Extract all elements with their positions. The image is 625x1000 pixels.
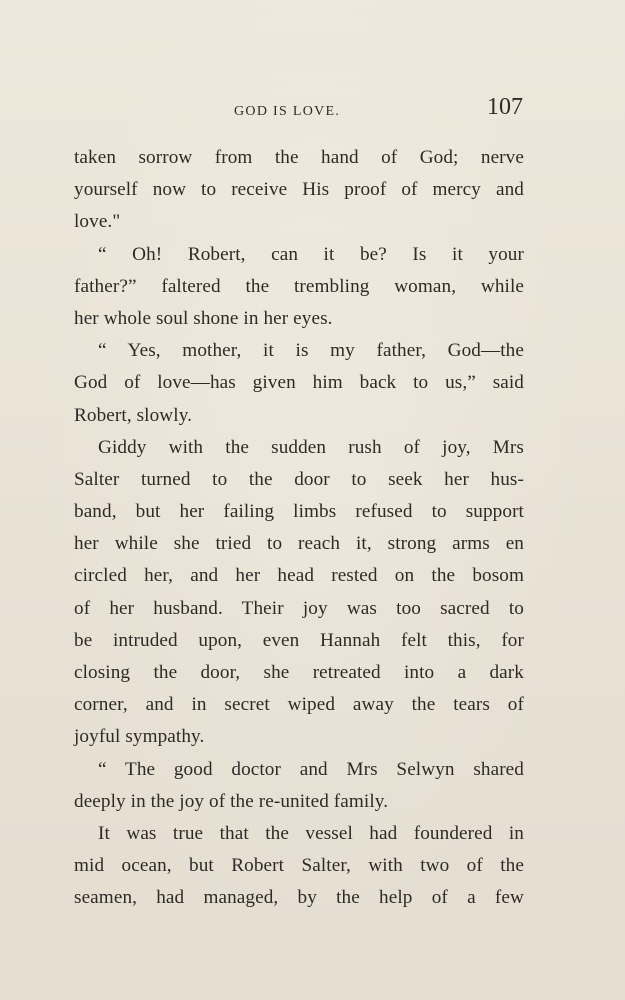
text-line: circled her, and her head rested on the bosom — [74, 565, 524, 587]
text-line: be intruded upon, even Hannah felt this, for — [74, 629, 524, 651]
text-line: corner, and in secret wiped away the tears of — [74, 694, 524, 716]
page-header — [74, 94, 526, 134]
text-line: “ Oh! Robert, can it be? Is it your — [98, 243, 524, 265]
text-line: “ Yes, mother, it is my father, God—the — [98, 340, 524, 362]
text-line: her whole soul shone in her eyes. — [74, 307, 333, 329]
text-line: taken sorrow from the hand of God; nerve — [74, 147, 524, 168]
text-line: seamen, had managed, by the help of a few — [74, 887, 524, 909]
text-line: closing the door, she retreated into a dark — [74, 662, 524, 683]
text-line: father?” faltered the trembling woman, while — [74, 275, 524, 297]
text-line: It was true that the vessel had foundered in — [98, 822, 524, 844]
text-line: joyful sympathy. — [74, 726, 205, 748]
text-line: deeply in the joy of the re-united family. — [74, 790, 389, 812]
text-line: “ The good doctor and Mrs Selwyn shared — [98, 758, 524, 780]
text-line: of her husband. Their joy was too sacred to — [74, 597, 524, 619]
text-line: love." — [74, 211, 121, 233]
body-text — [74, 142, 524, 915]
text-line: mid ocean, but Robert Salter, with two of the — [74, 855, 524, 877]
page-number: 107 — [487, 94, 523, 120]
text-line: Robert, slowly. — [74, 404, 193, 426]
text-line: yourself now to receive His proof of mercy and — [74, 179, 524, 201]
text-line: Giddy with the sudden rush of joy, Mrs — [98, 436, 524, 458]
text-line: Salter turned to the door to seek her hus- — [74, 468, 524, 490]
text-line: band, but her failing limbs refused to support — [74, 501, 524, 523]
text-line: God of love—has given him back to us,” said — [74, 372, 524, 394]
text-line: her while she tried to reach it, strong arms en — [74, 533, 524, 555]
running-title: GOD IS LOVE. — [234, 104, 341, 119]
